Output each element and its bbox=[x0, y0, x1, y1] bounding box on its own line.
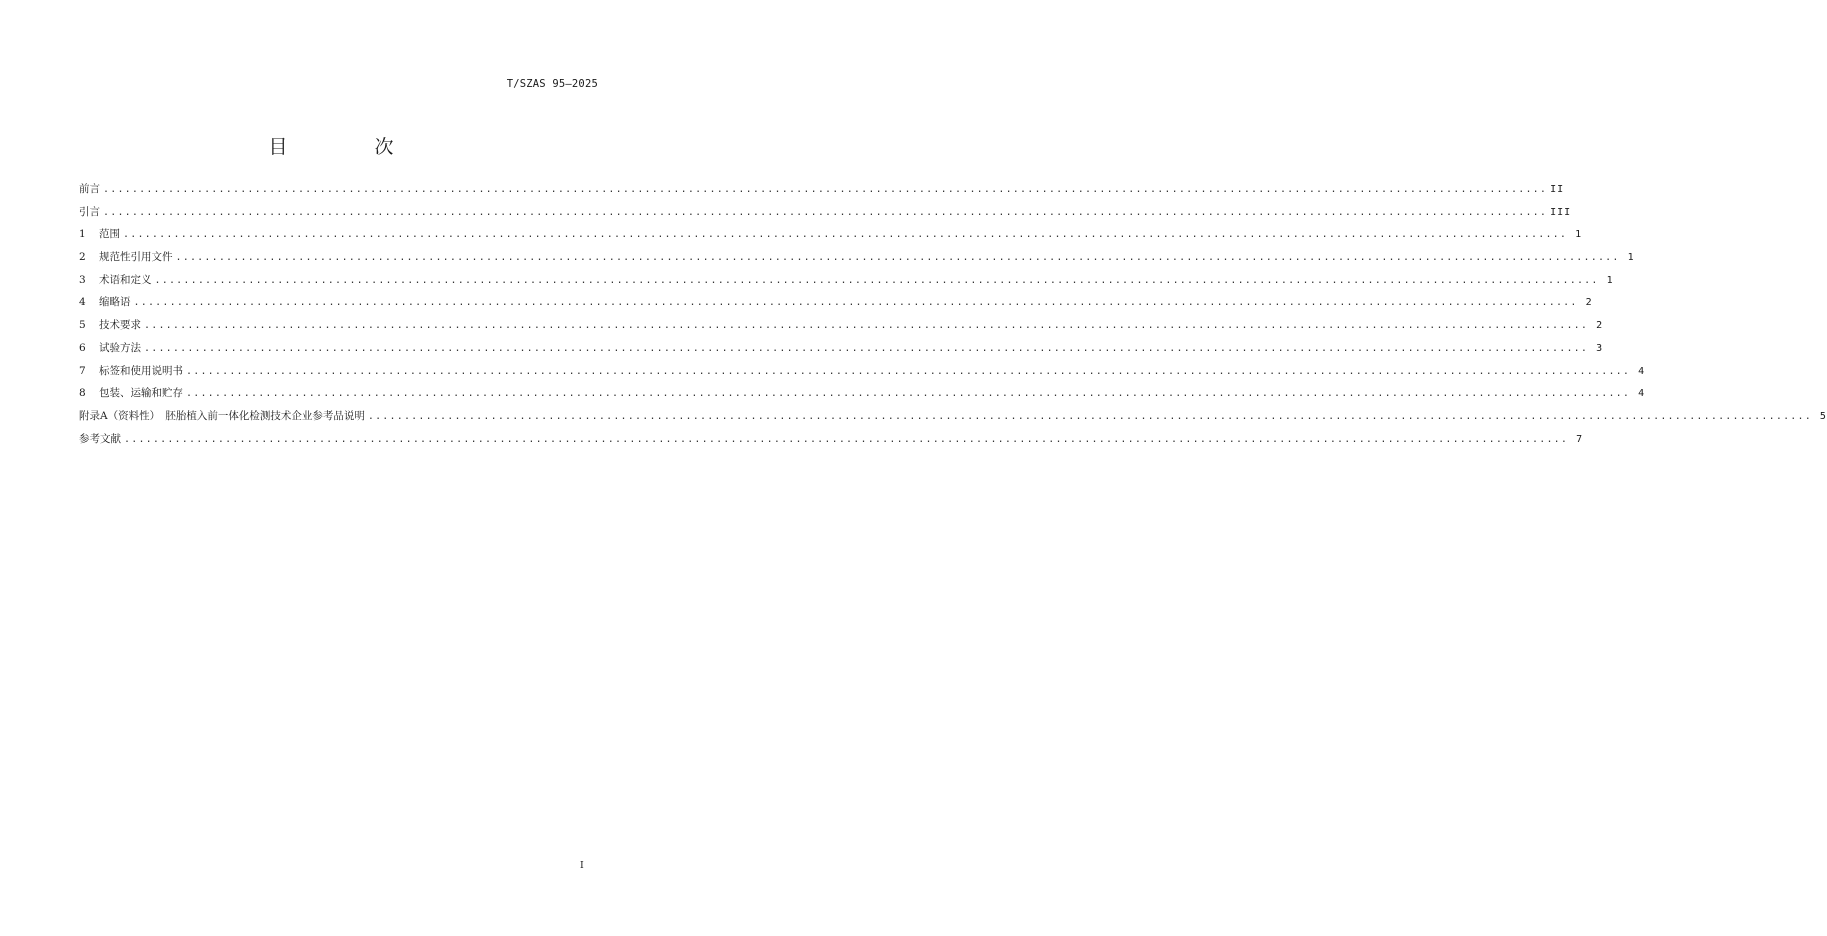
toc-entry[interactable] bbox=[79, 249, 1635, 272]
toc-entry[interactable] bbox=[79, 294, 1593, 317]
toc-leader-dots: ........................................................................................................................................................................................................ bbox=[144, 342, 1589, 354]
toc-entry-label bbox=[79, 204, 100, 219]
toc-entry-label bbox=[79, 249, 173, 264]
toc-entry-text: 术语和定义 bbox=[99, 273, 152, 286]
toc-entry[interactable] bbox=[79, 363, 1646, 386]
table-of-contents bbox=[79, 181, 1827, 453]
toc-entry-number: 8 bbox=[79, 387, 86, 400]
toc-entry-text: 引言 bbox=[79, 205, 100, 218]
toc-entry[interactable] bbox=[79, 408, 1827, 431]
toc-leader-dots: ........................................................................................................................................................................................................ bbox=[186, 365, 1631, 377]
toc-leader-dots: ........................................................................................................................................................................................................ bbox=[123, 229, 1568, 241]
toc-entry-text: 缩略语 bbox=[99, 296, 131, 309]
toc-entry[interactable] bbox=[79, 317, 1604, 340]
document-code: T/SZAS 95—2025 bbox=[506, 78, 598, 90]
toc-entry-page: 4 bbox=[1638, 365, 1646, 377]
toc-entry-label bbox=[79, 363, 183, 378]
toc-entry-page: 2 bbox=[1585, 297, 1593, 309]
toc-entry-page: 3 bbox=[1596, 342, 1604, 354]
toc-leader-dots: ........................................................................................................................................................................................................ bbox=[367, 410, 1812, 422]
toc-entry[interactable] bbox=[79, 226, 1583, 249]
toc-entry-text: 技术要求 bbox=[99, 319, 141, 332]
toc-entry[interactable] bbox=[79, 272, 1614, 295]
toc-title: 目 次 bbox=[268, 136, 428, 158]
toc-entry-label bbox=[79, 340, 141, 355]
toc-leader-dots: ........................................................................................................................................................................................................ bbox=[133, 297, 1578, 309]
toc-entry-page: 1 bbox=[1627, 252, 1635, 264]
toc-entry-page: 4 bbox=[1638, 388, 1646, 400]
toc-entry-number: 2 bbox=[79, 251, 86, 264]
toc-entry[interactable] bbox=[79, 431, 1584, 454]
toc-entry-number: 7 bbox=[79, 364, 86, 377]
toc-entry-label bbox=[79, 385, 183, 400]
toc-entry-number: 4 bbox=[79, 296, 86, 309]
toc-entry-text: 附录A（资料性） 胚胎植入前一体化检测技术企业参考品说明 bbox=[79, 409, 365, 422]
toc-leader-dots: ........................................................................................................................................................................................................ bbox=[186, 388, 1631, 400]
toc-leader-dots: ........................................................................................................................................................................................................ bbox=[175, 252, 1620, 264]
toc-entry-page: 1 bbox=[1575, 229, 1583, 241]
toc-entry-number: 6 bbox=[79, 341, 86, 354]
toc-entry-label bbox=[79, 408, 365, 423]
toc-entry-label bbox=[79, 294, 131, 309]
toc-entry-page: 7 bbox=[1576, 433, 1584, 445]
toc-entry-number: 5 bbox=[79, 319, 86, 332]
toc-entry-text: 规范性引用文件 bbox=[99, 251, 173, 264]
toc-entry[interactable] bbox=[79, 385, 1646, 408]
toc-entry-text: 标签和使用说明书 bbox=[99, 364, 183, 377]
page-number: I bbox=[580, 860, 584, 871]
toc-entry-text: 范围 bbox=[99, 228, 120, 241]
toc-entry[interactable] bbox=[79, 181, 1565, 204]
toc-entry-text: 参考文献 bbox=[79, 432, 121, 445]
toc-entry-page: 5 bbox=[1819, 410, 1827, 422]
toc-entry[interactable] bbox=[79, 340, 1604, 363]
toc-entry-text: 前言 bbox=[79, 183, 100, 195]
toc-leader-dots: ........................................................................................................................................................................................................ bbox=[124, 433, 1569, 445]
toc-entry-label bbox=[79, 317, 141, 332]
toc-entry-number: 3 bbox=[79, 273, 86, 286]
toc-entry-text: 试验方法 bbox=[99, 341, 141, 354]
toc-entry-label bbox=[79, 431, 121, 446]
toc-entry-page: 1 bbox=[1606, 274, 1614, 286]
toc-entry-label bbox=[79, 226, 120, 241]
toc-entry-label bbox=[79, 181, 100, 196]
toc-entry[interactable] bbox=[79, 204, 1572, 227]
toc-leader-dots: ........................................................................................................................................................................................................ bbox=[154, 274, 1599, 286]
toc-leader-dots: ........................................................................................................................................................................................................ bbox=[103, 206, 1548, 218]
toc-entry-text: 包装、运输和贮存 bbox=[99, 387, 183, 400]
toc-leader-dots: ........................................................................................................................................................................................................ bbox=[103, 184, 1548, 195]
toc-entry-page: II bbox=[1550, 184, 1565, 195]
toc-entry-label bbox=[79, 272, 152, 287]
toc-leader-dots: ........................................................................................................................................................................................................ bbox=[144, 320, 1589, 332]
toc-entry-page: III bbox=[1550, 206, 1572, 218]
toc-entry-page: 2 bbox=[1596, 320, 1604, 332]
toc-entry-number: 1 bbox=[79, 228, 86, 241]
